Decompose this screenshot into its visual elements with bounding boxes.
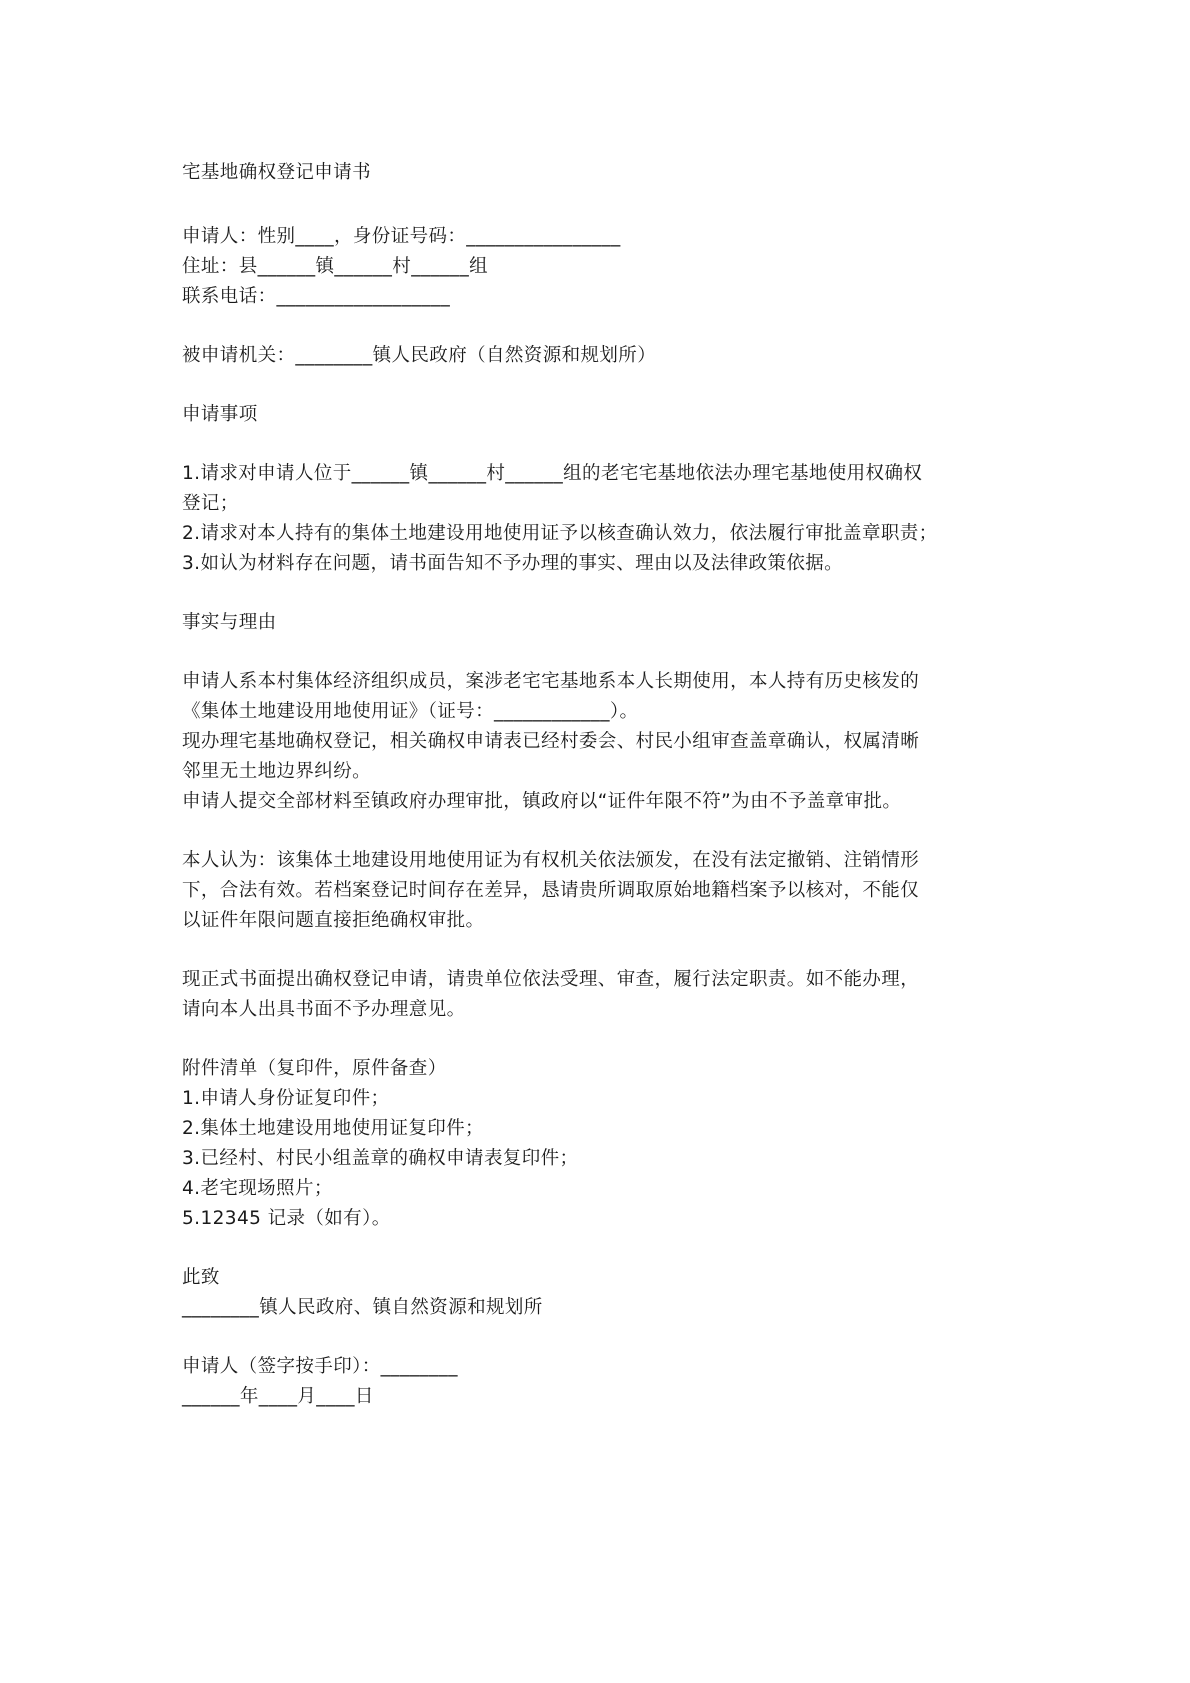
paragraph-line: 现正式书面提出确权登记申请，请贵单位依法受理、审查，履行法定职责。如不能办理，: [182, 969, 920, 990]
facts-paragraph-3: [182, 965, 1022, 1025]
address-line: 住址：县______镇______村______组: [182, 256, 489, 277]
attachment-item: 1.申请人身份证复印件；: [182, 1088, 390, 1109]
paragraph-line: 请向本人出具书面不予办理意见。: [182, 999, 466, 1020]
signature-line: 申请人（签字按手印）：________: [182, 1356, 458, 1377]
respondent-line: 被申请机关：________镇人民政府（自然资源和规划所）: [182, 345, 657, 366]
applicant-line: 申请人：性别____，身份证号码：________________: [182, 226, 621, 247]
facts-paragraph-1: [182, 667, 1022, 817]
paragraph-line: 下，合法有效。若档案登记时间存在差异，恳请贵所调取原始地籍档案予以核对，不能仅: [182, 880, 920, 901]
salutation: 此致: [182, 1267, 220, 1288]
requests-heading: 申请事项: [182, 404, 258, 425]
facts-paragraph-2: [182, 846, 1022, 936]
phone-line: 联系电话：__________________: [182, 286, 451, 307]
request-line: 3.如认为材料存在问题，请书面告知不予办理的事实、理由以及法律政策依据。: [182, 553, 844, 574]
paragraph-line: 本人认为：该集体土地建设用地使用证为有权机关依法颁发，在没有法定撤销、注销情形: [182, 850, 920, 871]
attachment-item: 4.老宅现场照片；: [182, 1178, 333, 1199]
facts-heading: 事实与理由: [182, 612, 277, 633]
document-title: 宅基地确权登记申请书: [182, 162, 372, 183]
applicant-info: [182, 222, 1022, 312]
paragraph-line: 申请人系本村集体经济组织成员，案涉老宅宅基地系本人长期使用，本人持有历史核发的: [182, 671, 920, 692]
request-line: 登记；: [182, 493, 239, 514]
recipient-line: ________镇人民政府、镇自然资源和规划所: [182, 1297, 543, 1318]
attachment-item: 3.已经村、村民小组盖章的确权申请表复印件；: [182, 1148, 579, 1169]
attachments-list: [182, 1054, 1022, 1234]
signature-block: [182, 1352, 1022, 1412]
closing-block: [182, 1263, 1022, 1323]
attachment-item: 2.集体土地建设用地使用证复印件；: [182, 1118, 484, 1139]
paragraph-line: 以证件年限问题直接拒绝确权审批。: [182, 910, 485, 931]
requests-list: [182, 459, 1022, 579]
paragraph-line: 《集体土地建设用地使用证》（证号：____________）。: [182, 701, 639, 722]
document-page: [182, 158, 1022, 1412]
request-line: 1.请求对申请人位于______镇______村______组的老宅宅基地依法办理宅基地使用权确权: [182, 463, 923, 484]
request-line: 2.请求对本人持有的集体土地建设用地使用证予以核查确认效力，依法履行审批盖章职责；: [182, 523, 938, 544]
attachment-item: 5.12345 记录（如有）。: [182, 1208, 391, 1229]
attachments-heading: 附件清单（复印件，原件备查）: [182, 1058, 447, 1079]
paragraph-line: 邻里无土地边界纠纷。: [182, 761, 372, 782]
paragraph-line: 申请人提交全部材料至镇政府办理审批，镇政府以“证件年限不符”为由不予盖章审批。: [182, 791, 902, 812]
paragraph-line: 现办理宅基地确权登记，相关确权申请表已经村委会、村民小组审查盖章确认，权属清晰: [182, 731, 920, 752]
date-line: ______年____月____日: [182, 1386, 374, 1407]
